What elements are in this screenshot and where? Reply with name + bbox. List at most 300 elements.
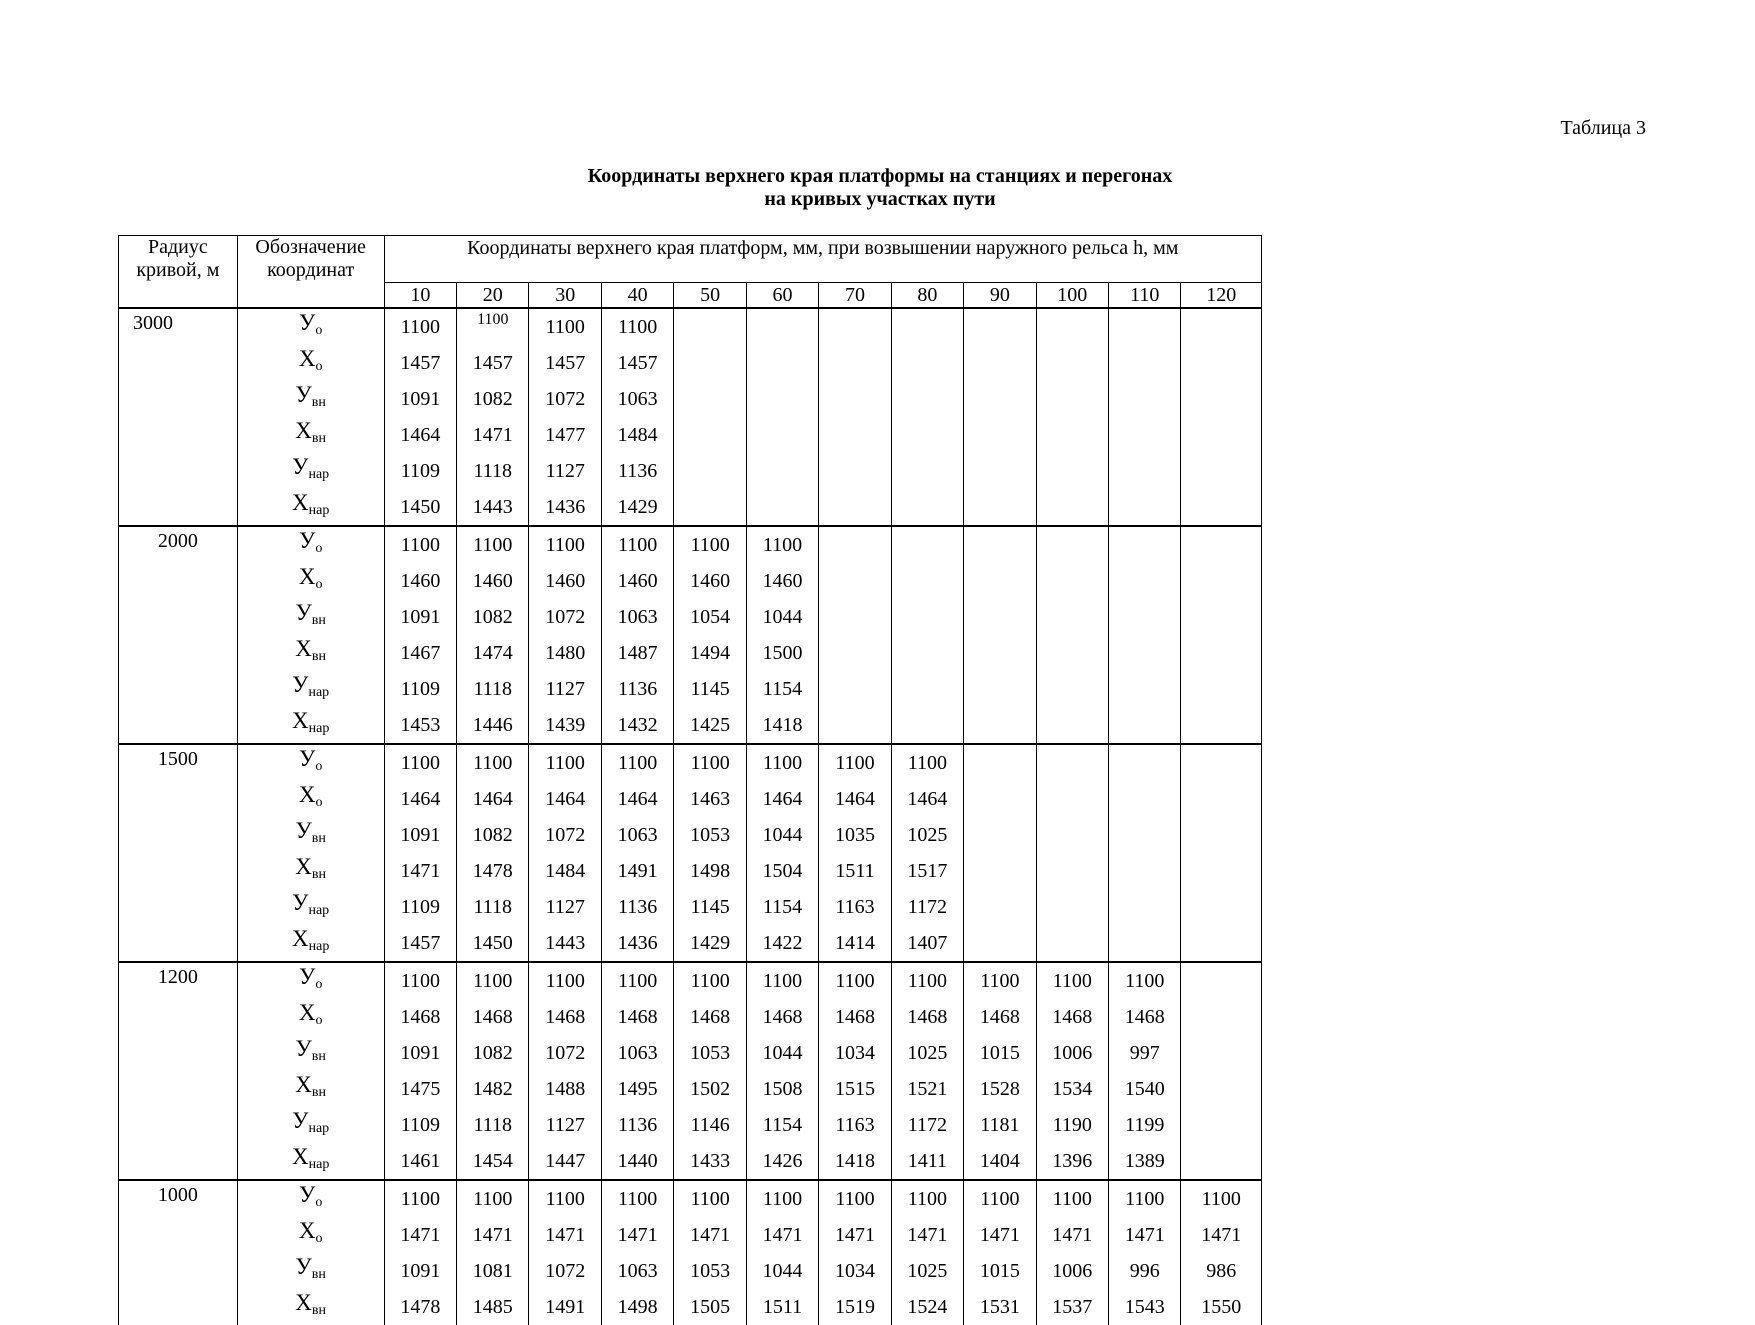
value-cell: 1484	[601, 417, 673, 453]
table-row	[119, 781, 1262, 817]
value-cell: 1436	[601, 925, 673, 962]
value-cell: 1534	[1036, 1071, 1108, 1107]
value-cell: 1460	[384, 563, 456, 599]
value-cell: 1091	[384, 1253, 456, 1289]
table-row	[119, 1217, 1262, 1253]
value-cell: 1468	[674, 999, 746, 1035]
value-cell: 1100	[964, 1180, 1036, 1217]
value-cell: 1100	[384, 526, 456, 563]
value-cell: 1100	[1108, 962, 1180, 999]
symbol-subscript: вн	[311, 1085, 327, 1100]
coordinate-symbol-cell	[237, 1180, 384, 1217]
value-cell: 1418	[819, 1143, 891, 1180]
table-row	[119, 925, 1262, 962]
value-cell	[819, 707, 891, 744]
value-cell: 1439	[529, 707, 601, 744]
value-cell: 1475	[384, 1071, 456, 1107]
value-cell	[746, 381, 818, 417]
value-cell: 1025	[891, 817, 963, 853]
value-cell	[891, 707, 963, 744]
value-cell: 1100	[674, 526, 746, 563]
value-cell: 1425	[674, 707, 746, 744]
symbol-base: У	[295, 1254, 312, 1279]
value-cell: 1172	[891, 889, 963, 925]
value-cell	[891, 489, 963, 526]
value-cell	[1108, 489, 1180, 526]
value-cell	[1181, 671, 1262, 707]
coordinate-symbol-cell	[237, 381, 384, 417]
table-row	[119, 853, 1262, 889]
value-cell: 1145	[674, 889, 746, 925]
value-cell: 1457	[384, 925, 456, 962]
value-cell	[1181, 599, 1262, 635]
value-cell: 1082	[457, 599, 529, 635]
coordinate-symbol-cell	[237, 1107, 384, 1143]
value-cell: 1136	[601, 889, 673, 925]
value-cell: 1464	[891, 781, 963, 817]
value-cell	[964, 707, 1036, 744]
value-cell: 1463	[674, 781, 746, 817]
symbol-base: Х	[291, 708, 309, 733]
value-cell	[1036, 635, 1108, 671]
value-cell: 1468	[746, 999, 818, 1035]
value-cell: 1460	[601, 563, 673, 599]
value-cell: 1100	[601, 744, 673, 781]
value-cell	[1036, 817, 1108, 853]
coordinate-symbol-cell	[237, 563, 384, 599]
table-row	[119, 453, 1262, 489]
symbol-base: У	[292, 1108, 309, 1133]
value-cell: 1034	[819, 1253, 891, 1289]
table-row	[119, 417, 1262, 453]
value-cell: 1494	[674, 635, 746, 671]
value-cell	[964, 453, 1036, 489]
coordinate-symbol-cell	[237, 707, 384, 744]
value-cell: 1454	[457, 1143, 529, 1180]
symbol-subscript: вн	[311, 395, 326, 410]
value-cell: 1145	[674, 671, 746, 707]
value-cell	[1108, 563, 1180, 599]
value-cell	[1108, 345, 1180, 381]
symbol-base: Х	[291, 926, 309, 951]
value-cell: 1172	[891, 1107, 963, 1143]
value-cell	[674, 308, 746, 345]
symbol-base: У	[299, 964, 316, 989]
value-cell	[819, 489, 891, 526]
value-cell	[1108, 417, 1180, 453]
value-cell	[1181, 1143, 1262, 1180]
table-row	[119, 1107, 1262, 1143]
value-cell: 1044	[746, 1253, 818, 1289]
value-cell	[1036, 308, 1108, 345]
value-cell: 1464	[457, 781, 529, 817]
header-elevation-120: 120	[1181, 283, 1262, 309]
coordinate-symbol-cell	[237, 417, 384, 453]
symbol-base: У	[299, 746, 316, 771]
value-cell	[1036, 853, 1108, 889]
value-cell: 1082	[457, 817, 529, 853]
value-cell: 1063	[601, 381, 673, 417]
table-row	[119, 563, 1262, 599]
value-cell: 1100	[529, 1180, 601, 1217]
value-cell: 1109	[384, 671, 456, 707]
value-cell: 1015	[964, 1253, 1036, 1289]
symbol-base: У	[292, 672, 309, 697]
value-cell: 1146	[674, 1107, 746, 1143]
value-cell: 1100	[891, 1180, 963, 1217]
value-cell: 1464	[529, 781, 601, 817]
symbol-base: Х	[295, 1072, 312, 1097]
value-cell	[819, 671, 891, 707]
table-row	[119, 635, 1262, 671]
value-cell: 1519	[819, 1289, 891, 1325]
table-row	[119, 817, 1262, 853]
value-cell	[674, 381, 746, 417]
value-cell: 1136	[601, 453, 673, 489]
value-cell	[1181, 889, 1262, 925]
value-cell	[674, 453, 746, 489]
value-cell: 1468	[1036, 999, 1108, 1035]
value-cell: 1487	[601, 635, 673, 671]
header-elevation-110: 110	[1108, 283, 1180, 309]
value-cell	[964, 853, 1036, 889]
value-cell	[1181, 489, 1262, 526]
value-cell: 1100	[1181, 1180, 1262, 1217]
value-cell: 1127	[529, 1107, 601, 1143]
value-cell: 1053	[674, 817, 746, 853]
header-coordinate-symbol: Обозначение координат	[237, 236, 384, 309]
value-cell: 1100	[746, 744, 818, 781]
value-cell: 1118	[457, 671, 529, 707]
value-cell	[964, 381, 1036, 417]
value-cell: 1100	[746, 1180, 818, 1217]
value-cell: 1025	[891, 1253, 963, 1289]
value-cell: 1109	[384, 889, 456, 925]
value-cell: 1505	[674, 1289, 746, 1325]
symbol-subscript: вн	[311, 613, 326, 628]
value-cell	[964, 563, 1036, 599]
value-cell: 1517	[891, 853, 963, 889]
value-cell: 1100	[601, 526, 673, 563]
coordinate-symbol-cell	[237, 781, 384, 817]
value-cell: 1443	[457, 489, 529, 526]
value-cell: 1100	[601, 1180, 673, 1217]
value-cell: 1460	[529, 563, 601, 599]
value-cell: 1498	[601, 1289, 673, 1325]
symbol-subscript: вн	[311, 1267, 326, 1282]
value-cell: 1429	[601, 489, 673, 526]
value-cell	[1181, 999, 1262, 1035]
value-cell: 1091	[384, 1035, 456, 1071]
table-row	[119, 1253, 1262, 1289]
value-cell: 1127	[529, 671, 601, 707]
value-cell	[1108, 781, 1180, 817]
table-header	[119, 236, 1262, 309]
value-cell: 1485	[457, 1289, 529, 1325]
symbol-subscript: нар	[308, 903, 330, 918]
header-elevation-60: 60	[746, 283, 818, 309]
table-row	[119, 599, 1262, 635]
header-elevation-50: 50	[674, 283, 746, 309]
value-cell: 1433	[674, 1143, 746, 1180]
coordinate-symbol-cell	[237, 1143, 384, 1180]
value-cell	[1181, 417, 1262, 453]
table-row	[119, 1071, 1262, 1107]
value-cell: 1044	[746, 599, 818, 635]
table-row	[119, 381, 1262, 417]
value-cell	[1181, 781, 1262, 817]
value-cell: 1082	[457, 381, 529, 417]
value-cell	[1036, 889, 1108, 925]
symbol-base: Х	[298, 1000, 316, 1025]
value-cell	[964, 489, 1036, 526]
value-cell: 1404	[964, 1143, 1036, 1180]
value-cell: 1100	[529, 526, 601, 563]
value-cell	[1181, 308, 1262, 345]
value-cell: 1468	[964, 999, 1036, 1035]
value-cell	[819, 308, 891, 345]
value-cell	[1108, 925, 1180, 962]
value-cell: 1127	[529, 889, 601, 925]
value-cell: 1468	[601, 999, 673, 1035]
value-cell	[964, 599, 1036, 635]
value-cell: 1471	[529, 1217, 601, 1253]
table-row	[119, 671, 1262, 707]
value-cell	[1036, 707, 1108, 744]
value-cell: 1495	[601, 1071, 673, 1107]
value-cell	[819, 453, 891, 489]
value-cell: 1521	[891, 1071, 963, 1107]
value-cell: 1100	[674, 962, 746, 999]
value-cell	[891, 599, 963, 635]
value-cell: 1154	[746, 889, 818, 925]
value-cell	[1036, 744, 1108, 781]
value-cell: 1429	[674, 925, 746, 962]
value-cell: 1468	[819, 999, 891, 1035]
value-cell: 997	[1108, 1035, 1180, 1071]
coordinate-symbol-cell	[237, 526, 384, 563]
value-cell: 1460	[746, 563, 818, 599]
value-cell	[1108, 707, 1180, 744]
header-elevation-30: 30	[529, 283, 601, 309]
value-cell	[1181, 526, 1262, 563]
symbol-base: Х	[295, 636, 312, 661]
value-cell: 1468	[1108, 999, 1180, 1035]
value-cell	[1036, 599, 1108, 635]
symbol-base: У	[295, 1036, 312, 1061]
symbol-subscript: вн	[311, 867, 327, 882]
table-title-line-2: на кривых участках пути	[764, 188, 996, 210]
value-cell	[1108, 635, 1180, 671]
value-cell: 1063	[601, 1253, 673, 1289]
value-cell	[1108, 526, 1180, 563]
value-cell: 1453	[384, 707, 456, 744]
value-cell: 1468	[891, 999, 963, 1035]
value-cell: 1407	[891, 925, 963, 962]
value-cell: 1100	[601, 962, 673, 999]
coordinate-symbol-cell	[237, 889, 384, 925]
value-cell	[1036, 671, 1108, 707]
value-cell: 1136	[601, 671, 673, 707]
symbol-base: Х	[291, 1144, 309, 1169]
value-cell: 1464	[384, 781, 456, 817]
value-cell: 1053	[674, 1035, 746, 1071]
coordinate-symbol-cell	[237, 635, 384, 671]
value-cell: 1100	[457, 308, 529, 345]
value-cell	[674, 489, 746, 526]
value-cell	[964, 925, 1036, 962]
value-cell: 1515	[819, 1071, 891, 1107]
value-cell: 1100	[746, 962, 818, 999]
value-cell: 996	[1108, 1253, 1180, 1289]
value-cell	[1181, 345, 1262, 381]
value-cell	[674, 345, 746, 381]
symbol-base: У	[295, 382, 312, 407]
value-cell: 1414	[819, 925, 891, 962]
value-cell	[1036, 345, 1108, 381]
value-cell: 1053	[674, 1253, 746, 1289]
value-cell: 1072	[529, 381, 601, 417]
table-row	[119, 1289, 1262, 1325]
table-row	[119, 744, 1262, 781]
value-cell	[1108, 599, 1180, 635]
table-body	[119, 308, 1262, 1325]
value-cell: 1467	[384, 635, 456, 671]
value-cell	[891, 381, 963, 417]
value-cell: 1199	[1108, 1107, 1180, 1143]
symbol-base: Х	[295, 854, 312, 879]
value-cell: 1100	[384, 1180, 456, 1217]
symbol-base: У	[295, 600, 312, 625]
value-cell: 1502	[674, 1071, 746, 1107]
coordinate-symbol-cell	[237, 1289, 384, 1325]
value-cell	[964, 308, 1036, 345]
value-cell: 1468	[384, 999, 456, 1035]
value-cell: 1457	[384, 345, 456, 381]
symbol-base: У	[292, 454, 309, 479]
value-cell: 1100	[384, 962, 456, 999]
value-cell: 1550	[1181, 1289, 1262, 1325]
value-cell	[964, 781, 1036, 817]
symbol-subscript: нар	[308, 503, 330, 518]
value-cell	[891, 563, 963, 599]
value-cell: 1488	[529, 1071, 601, 1107]
value-cell: 1100	[819, 1180, 891, 1217]
value-cell: 1100	[457, 1180, 529, 1217]
symbol-base: Х	[298, 346, 316, 371]
value-cell: 1464	[819, 781, 891, 817]
coordinate-symbol-cell	[237, 345, 384, 381]
symbol-base: У	[299, 310, 316, 335]
value-cell: 1461	[384, 1143, 456, 1180]
symbol-base: У	[299, 528, 316, 553]
value-cell: 1482	[457, 1071, 529, 1107]
value-cell: 1100	[964, 962, 1036, 999]
value-cell	[1181, 817, 1262, 853]
value-cell: 1072	[529, 1035, 601, 1071]
header-radius: Радиус кривой, м	[119, 236, 238, 309]
table-row	[119, 707, 1262, 744]
value-cell: 1081	[457, 1253, 529, 1289]
header-coordinates: Координаты верхнего края платформ, мм, при возвышении наружного рельса h, мм	[384, 236, 1261, 283]
symbol-subscript: вн	[311, 831, 326, 846]
value-cell: 1457	[457, 345, 529, 381]
coordinate-symbol-cell	[237, 1035, 384, 1071]
value-cell	[964, 889, 1036, 925]
value-cell	[964, 526, 1036, 563]
value-cell: 1163	[819, 1107, 891, 1143]
value-cell: 1511	[819, 853, 891, 889]
radius-cell: 2000	[119, 526, 238, 744]
value-cell: 1100	[1108, 1180, 1180, 1217]
symbol-subscript: вн	[311, 1303, 327, 1318]
value-cell: 1100	[457, 962, 529, 999]
coordinate-symbol-cell	[237, 999, 384, 1035]
value-cell: 1163	[819, 889, 891, 925]
value-cell	[1108, 381, 1180, 417]
value-cell: 1511	[746, 1289, 818, 1325]
symbol-base: Х	[298, 1218, 316, 1243]
table-row	[119, 1143, 1262, 1180]
value-cell	[1181, 1071, 1262, 1107]
value-cell: 1450	[457, 925, 529, 962]
value-cell	[1181, 1035, 1262, 1071]
value-cell: 1100	[457, 526, 529, 563]
value-cell	[1181, 962, 1262, 999]
value-cell: 1471	[1036, 1217, 1108, 1253]
value-cell: 1471	[601, 1217, 673, 1253]
symbol-subscript: вн	[311, 649, 327, 664]
value-cell: 1460	[457, 563, 529, 599]
value-cell: 1471	[1181, 1217, 1262, 1253]
value-cell: 1464	[384, 417, 456, 453]
value-cell: 1471	[819, 1217, 891, 1253]
value-cell	[1036, 453, 1108, 489]
table-row	[119, 889, 1262, 925]
value-cell: 1072	[529, 1253, 601, 1289]
value-cell: 1054	[674, 599, 746, 635]
value-cell: 1491	[601, 853, 673, 889]
table-row	[119, 526, 1262, 563]
value-cell: 1480	[529, 635, 601, 671]
value-cell: 1411	[891, 1143, 963, 1180]
coordinate-symbol-cell	[237, 744, 384, 781]
value-cell: 1100	[891, 744, 963, 781]
value-cell	[964, 635, 1036, 671]
value-cell: 1100	[674, 1180, 746, 1217]
value-cell: 1044	[746, 1035, 818, 1071]
value-cell: 1474	[457, 635, 529, 671]
value-cell: 1154	[746, 671, 818, 707]
symbol-base: Х	[291, 490, 309, 515]
value-cell: 1471	[891, 1217, 963, 1253]
value-cell	[891, 417, 963, 453]
value-cell	[891, 635, 963, 671]
radius-cell: 1000	[119, 1180, 238, 1325]
value-cell: 1468	[457, 999, 529, 1035]
table-title-line-1: Координаты верхнего края платформы на станциях и перегонах	[587, 165, 1173, 187]
value-cell: 1457	[601, 345, 673, 381]
symbol-subscript: нар	[308, 685, 330, 700]
value-cell: 1100	[384, 744, 456, 781]
value-cell	[819, 381, 891, 417]
value-cell: 1006	[1036, 1253, 1108, 1289]
symbol-subscript: о	[315, 1195, 323, 1210]
value-cell	[1036, 925, 1108, 962]
value-cell: 1436	[529, 489, 601, 526]
coordinate-symbol-cell	[237, 489, 384, 526]
value-cell	[964, 744, 1036, 781]
